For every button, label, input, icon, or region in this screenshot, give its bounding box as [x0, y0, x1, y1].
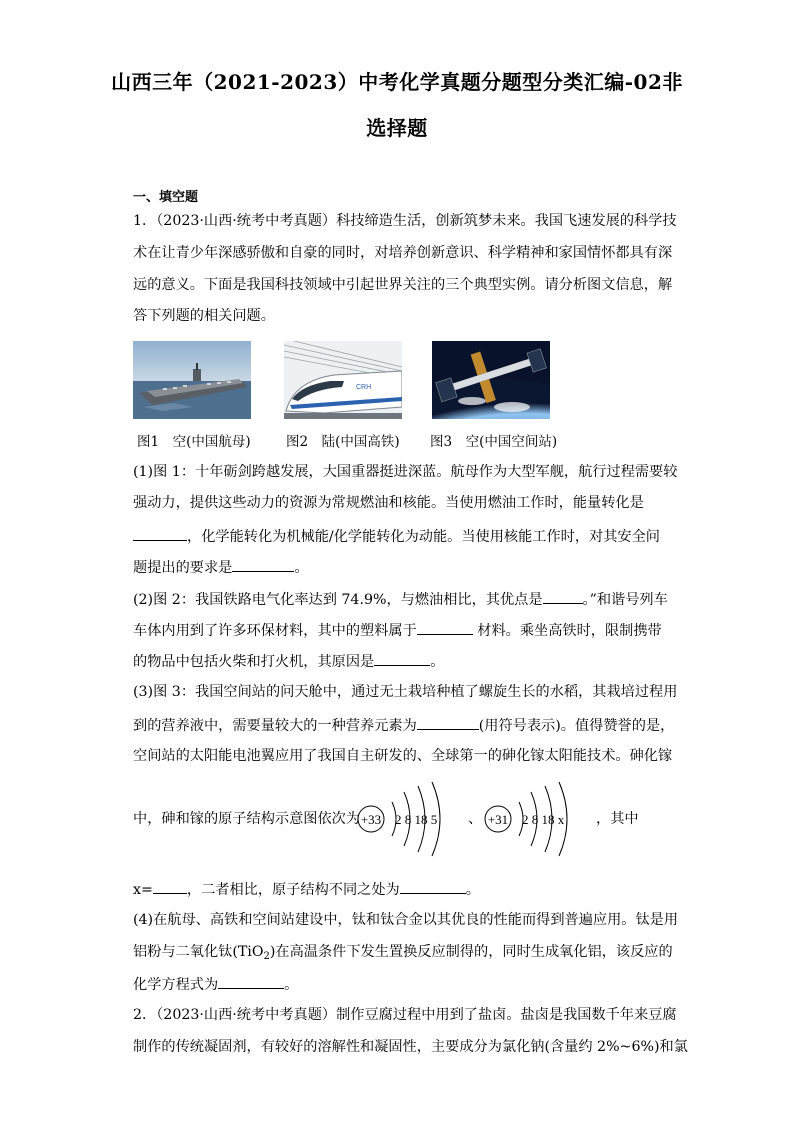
q2-line: 2．（2023·山西·统考中考真题）制作豆腐过程中用到了盐卤。盐卤是我国数千年来豆腐 [133, 1007, 677, 1023]
q1-part3-line: (3)图 3：我国空间站的问天舱中，通过无土栽培种植了螺旋生长的水稻，其栽培过程用 [133, 684, 678, 700]
q1-part2-line: 的物品中包括火柴和打火机，其原因是 。 [133, 651, 444, 671]
nucleus-label: +31 [487, 812, 509, 827]
document-title-line2: 选择题 [366, 116, 428, 140]
q1-part2-line: (2)图 2：我国铁路电气化率达到 74.9%，与燃油相比，其优点是 。”和谐号列车 [133, 589, 668, 609]
q1-part1-line: 题提出的要求是 。 [133, 557, 309, 577]
shell-electrons: 2 8 18 x [522, 812, 565, 827]
high-speed-train-photo [284, 341, 402, 419]
q1-part4-line: 化学方程式为 。 [133, 974, 298, 994]
q1-part3-line-suffix: ，其中 [596, 811, 639, 827]
q1-part4-line: 铝粉与二氧化钛(TiO$_2$)在高温条件下发生置换反应制得的，同时生成氧化铝，该反应的 [133, 944, 673, 962]
nucleus-label: +33 [360, 812, 382, 827]
q1-intro-line: 1．（2023·山西·统考中考真题）科技缔造生活，创新筑梦未来。我国飞速发展的科学技 [133, 213, 677, 229]
q1-part1-line: (1)图 1：十年砺剑跨越发展，大国重器挺进深蓝。航母作为大型军舰，航行过程需要较 [133, 464, 678, 480]
answer-blank[interactable] [218, 974, 284, 989]
q1-part1-line: ，化学能转化为机械能/化学能转化为动能。当使用核能工作时，对其安全问 [133, 526, 660, 546]
separator: 、 [468, 811, 483, 827]
q1-part3-line: 空间站的太阳能电池翼应用了我国自主研发的、全球第一的砷化镓太阳能技术。砷化镓 [133, 748, 673, 764]
answer-blank[interactable] [400, 879, 466, 894]
gallium-atom-diagram [481, 780, 581, 862]
figure-caption: 图2 陆(中国高铁) [286, 434, 400, 450]
answer-blank[interactable] [417, 620, 473, 635]
answer-blank[interactable] [374, 651, 430, 666]
q1-intro-line: 术在让青少年深感骄傲和自豪的同时，对培养创新意识、科学精神和家国情怀都具有深 [133, 245, 673, 261]
answer-blank[interactable] [153, 879, 187, 894]
arsenic-atom-diagram [354, 780, 454, 862]
q1-part1-line: 强动力，提供这些动力的资源为常规燃油和核能。当使用燃油工作时，能量转化是 [133, 495, 644, 511]
answer-blank[interactable] [543, 589, 583, 604]
figure-caption: 图3 空(中国空间站) [430, 434, 558, 450]
q1-part3-line: 到的营养液中，需要量较大的一种营养元素为 (用符号表示)。值得赞誉的是， [133, 715, 674, 735]
figure-caption: 图1 空(中国航母) [137, 434, 251, 450]
document-title-line1: 山西三年（2021-2023）中考化学真题分题型分类汇编-02非 [111, 70, 683, 94]
q1-intro-line: 答下列题的相关问题。 [133, 308, 275, 324]
q1-part3-line-prefix: 中，砷和镓的原子结构示意图依次为 [133, 811, 361, 827]
q1-intro-line: 远的意义。下面是我国科技领域中引起世界关注的三个典型实例。请分析图文信息，解 [133, 277, 673, 293]
answer-blank[interactable] [417, 715, 479, 730]
q1-part4-line: (4)在航母、高铁和空间站建设中，钛和钛合金以其优良的性能而得到普遍应用。钛是用 [133, 912, 679, 928]
answer-blank[interactable] [133, 526, 187, 541]
answer-blank[interactable] [232, 557, 294, 572]
space-station-photo [432, 341, 550, 419]
section-heading: 一、填空题 [133, 190, 199, 205]
q2-line: 制作的传统凝固剂，有较好的溶解性和凝固性，主要成分为氯化钠(含量约 2%~6%)和氯 [133, 1039, 688, 1055]
shell-electrons: 2 8 18 5 [395, 812, 438, 827]
q1-part3-line: x= ，二者相比，原子结构不同之处为 。 [133, 879, 480, 899]
q1-part2-line: 车体内用到了许多环保材料，其中的塑料属于 材料。乘坐高铁时，限制携带 [133, 620, 662, 640]
aircraft-carrier-photo [133, 341, 251, 419]
svg-text:CRH: CRH [356, 384, 372, 391]
